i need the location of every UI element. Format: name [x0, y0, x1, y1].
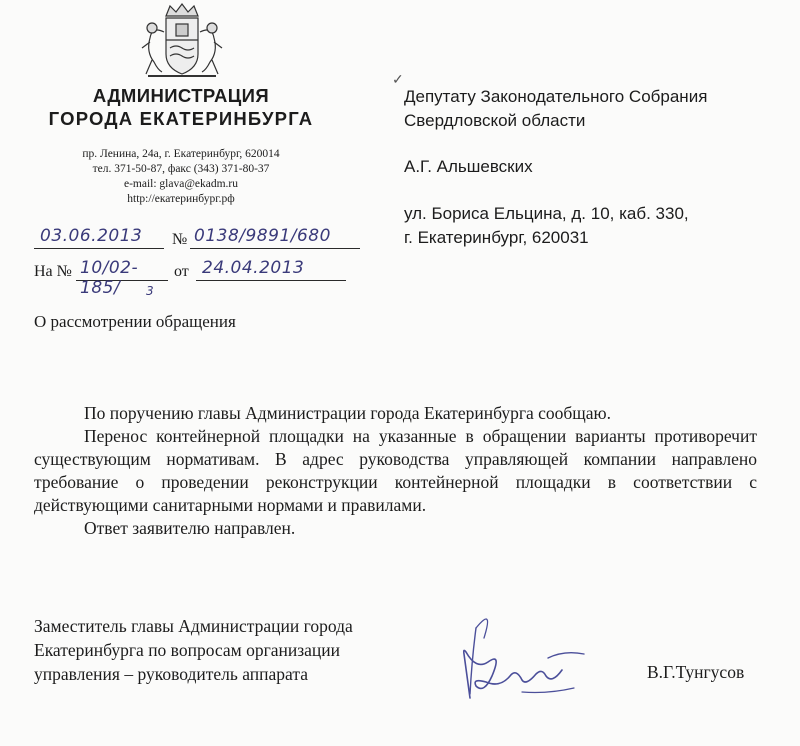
recipient-address-line1: ул. Бориса Ельцина, д. 10, каб. 330,: [404, 204, 689, 223]
reference-number-label: На №: [34, 263, 72, 280]
signatory-name: В.Г.Тунгусов: [647, 662, 745, 682]
sender-website: http://екатеринбург.рф: [127, 193, 235, 205]
reference-date-field: [196, 258, 346, 281]
body-paragraph-1: По поручению главы Администрации города Екатеринбурга сообщаю.: [84, 403, 611, 423]
registration-number-field: [190, 226, 360, 249]
coat-of-arms-emblem: [136, 2, 228, 80]
org-name-line1: АДМИНИСТРАЦИЯ: [92, 85, 270, 106]
registration-number: 0138/9891/680: [194, 226, 331, 246]
reference-number: 10/02-185/: [80, 258, 139, 298]
recipient-name: А.Г. Альшевских: [404, 157, 533, 176]
sender-email: e-mail: glava@ekadm.ru: [123, 178, 239, 190]
body-paragraph-2: Перенос контейнерной площадки на указанные в обращении варианты противоречит существующим нормативам. В адрес руководства управляющей компании направлено требование о проведении реконструкции контейнерной площадки в соответствии с действующими санитарными нормами и правилами.: [34, 426, 757, 515]
recipient-line1: Депутату Законодательного Собрания: [404, 87, 708, 106]
letter-subject: О рассмотрении обращения: [34, 312, 236, 331]
sender-address: пр. Ленина, 24а, г. Екатеринбург, 620014: [82, 148, 280, 160]
signatory-title-line2: Екатеринбурга по вопросам организации: [34, 640, 341, 660]
contact-block: [52, 147, 310, 207]
org-name-line2: ГОРОДА ЕКАТЕРИНБУРГА: [48, 108, 314, 129]
sender-phone: тел. 371-50-87, факс (343) 371-80-37: [92, 163, 270, 175]
letter-body: [34, 402, 757, 540]
body-paragraph-3: Ответ заявителю направлен.: [84, 518, 296, 538]
signatory-title-line3: управления – руководитель аппарата: [34, 664, 308, 684]
reference-from-label: от: [174, 263, 189, 280]
reference-number-field: [76, 258, 168, 298]
reference-number-suffix: 3: [146, 284, 155, 298]
recipient-line2: Свердловской области: [404, 111, 586, 130]
registration-date-field: [34, 226, 164, 249]
reference-date: 24.04.2013: [202, 258, 305, 278]
check-mark-icon: ✓: [392, 73, 404, 88]
signatory-title-line1: Заместитель главы Администрации города: [34, 616, 353, 636]
recipient-address-line2: г. Екатеринбург, 620031: [404, 228, 589, 247]
registration-date: 03.06.2013: [40, 226, 143, 246]
registration-number-label: №: [172, 231, 188, 248]
handwritten-signature: [436, 598, 606, 708]
